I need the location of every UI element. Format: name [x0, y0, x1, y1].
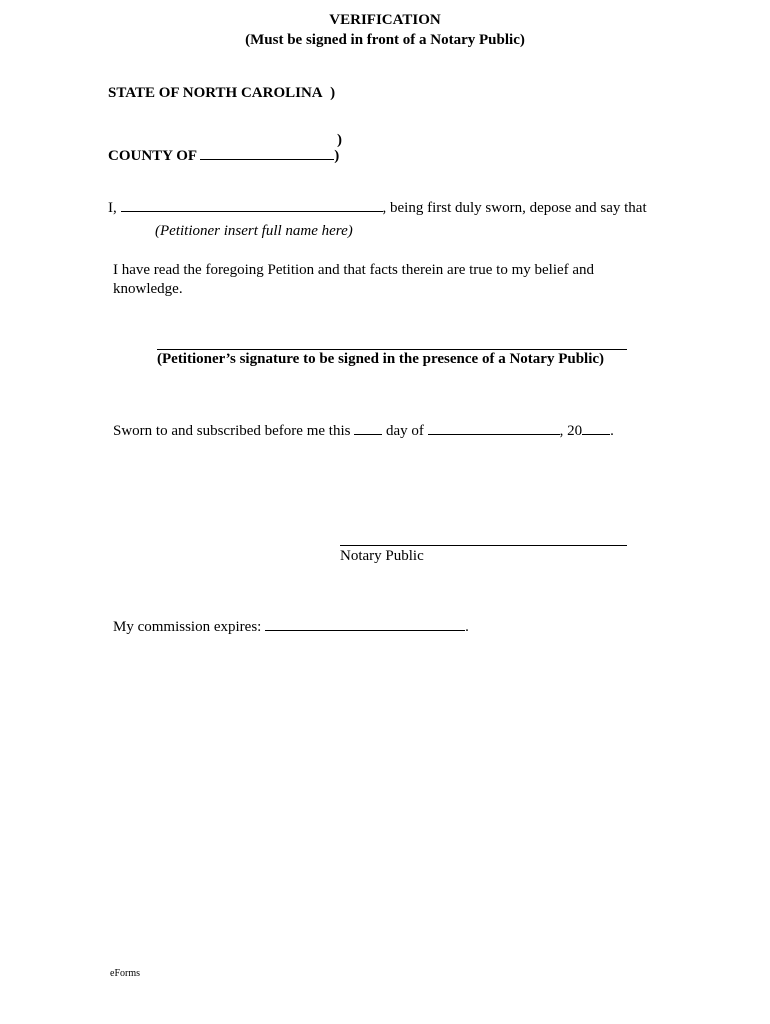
commission-label: My commission expires:	[113, 619, 262, 635]
petitioner-signature-caption: (Petitioner’s signature to be signed in the presence of a Notary Public)	[157, 351, 605, 367]
state-label: STATE OF NORTH CAROLINA	[108, 85, 323, 101]
day-of-label: day of	[385, 423, 424, 439]
day-blank[interactable]	[354, 433, 382, 435]
county-label: COUNTY OF	[108, 148, 197, 164]
county-line	[108, 148, 339, 165]
footer-brand: eForms	[110, 968, 140, 979]
notary-label: Notary Public	[340, 548, 424, 564]
county-paren-top: )	[337, 132, 342, 148]
county-paren: )	[334, 148, 340, 164]
state-paren: )	[330, 85, 336, 101]
year-blank[interactable]	[582, 433, 610, 435]
sworn-end: .	[610, 423, 614, 439]
commission-end: .	[465, 619, 469, 635]
sworn-prefix: Sworn to and subscribed before me this	[113, 423, 351, 439]
oath-prefix: I,	[108, 200, 117, 216]
statement-line-1: I have read the foregoing Petition and that facts therein are true to my belief and	[113, 262, 595, 278]
commission-line	[113, 619, 469, 636]
document-title: VERIFICATION	[329, 12, 441, 28]
oath-suffix: , being first duly sworn, depose and say that	[382, 200, 647, 216]
sworn-line	[113, 423, 614, 440]
statement-line-2: knowledge.	[113, 281, 183, 297]
oath-line	[108, 200, 647, 217]
name-hint: (Petitioner insert full name here)	[155, 223, 353, 239]
commission-expires-blank[interactable]	[265, 629, 465, 631]
notary-signature-line[interactable]	[340, 545, 627, 546]
county-blank[interactable]	[200, 158, 334, 160]
document-subtitle: (Must be signed in front of a Notary Public)	[245, 32, 525, 48]
year-prefix: , 20	[559, 423, 583, 439]
month-blank[interactable]	[428, 433, 560, 435]
petitioner-signature-line[interactable]	[157, 349, 627, 350]
petitioner-name-blank[interactable]	[121, 210, 383, 212]
state-line	[108, 85, 335, 102]
